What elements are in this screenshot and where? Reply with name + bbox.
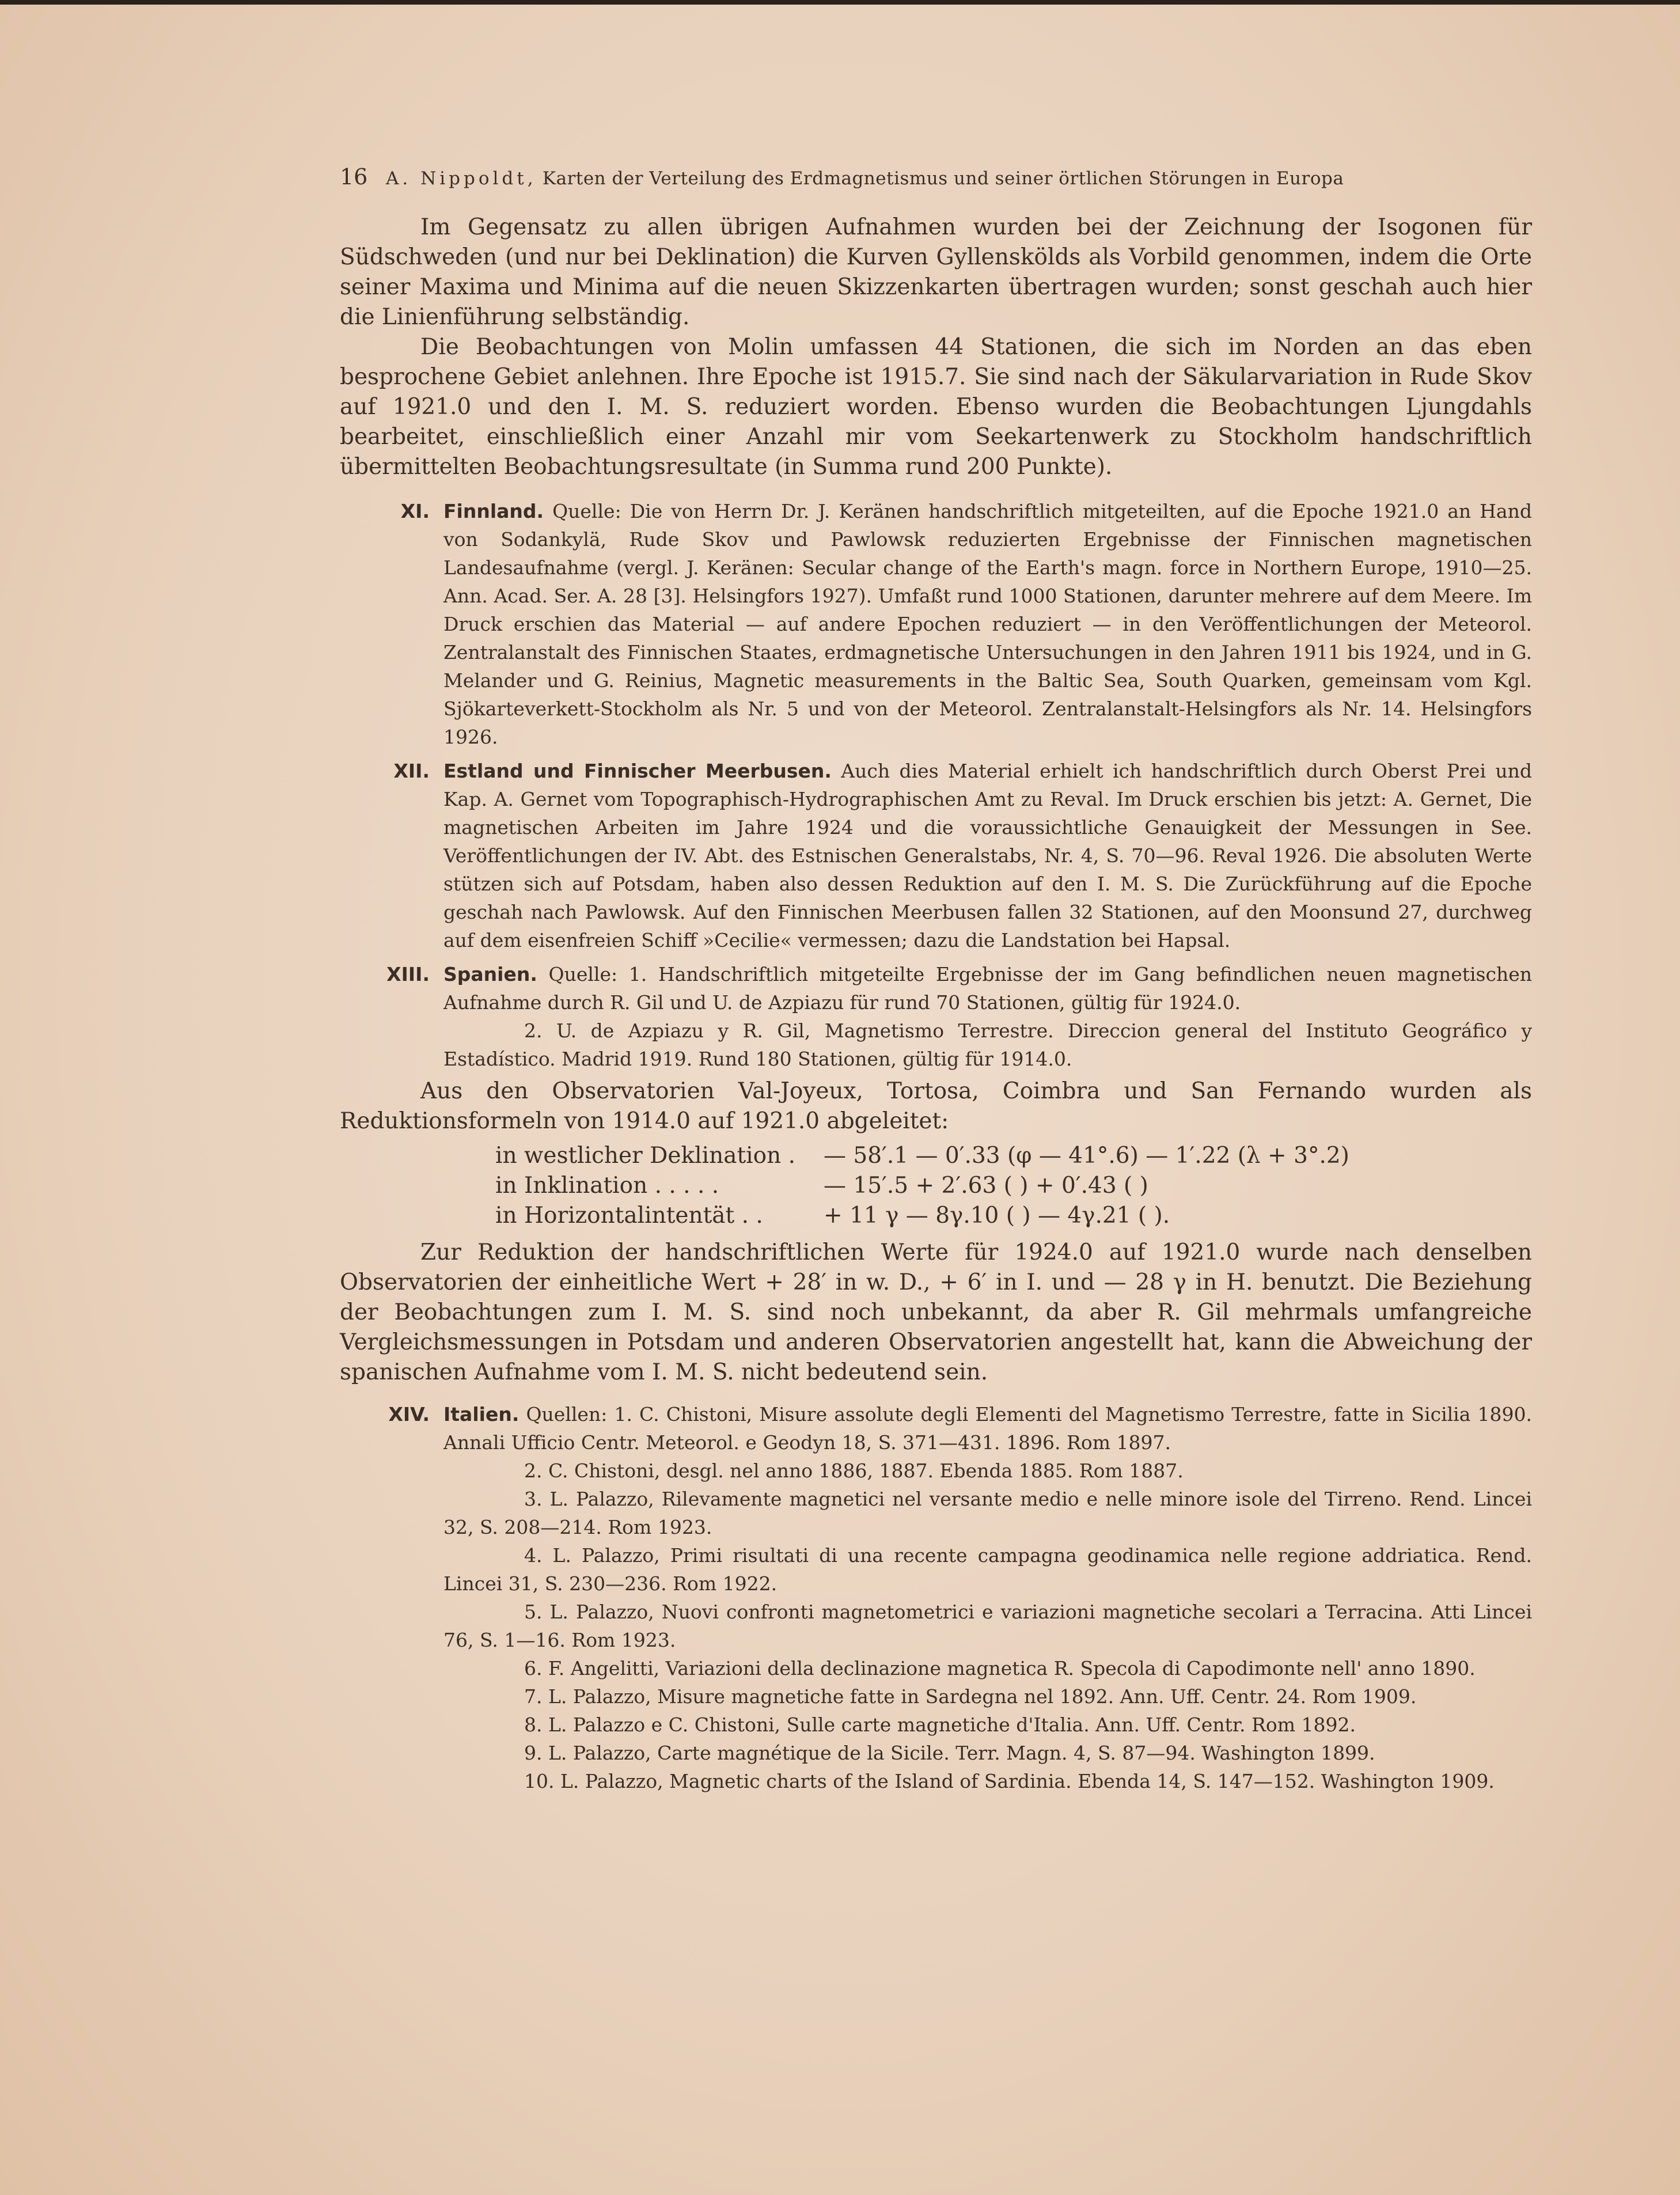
- header-author: A. Nippoldt,: [386, 168, 537, 189]
- section-text: Quelle: Die von Herrn Dr. J. Keränen handschriftlich mitgeteilten, auf die Epoche 1921.0 an Hand von Sodankylä, Rude Skov und Pawlowsk reduzierten Ergebnisse der Finnischen magnetischen Landesaufnahme (vergl. J. Keränen: Secular change of the Earth's magn. force in Northern Europe, 1910—25. Ann. Acad. Ser. A. 28 [3]. Helsingfors 1927). Umfaßt rund 1000 Stationen, darunter mehrere auf dem Meere. Im Druck erschien das Material — auf andere Epochen reduziert — in den Veröffentlichungen der Meteorol. Zentralanstalt des Finnischen Staates, erdmagnetische Untersuchungen in den Jahren 1911 bis 1924, und in G. Melander und G. Reinius, Magnetic measurements in the Baltic Sea, South Quarken, gemeinsam vom Kgl. Sjökarteverkett-Stockholm als Nr. 5 und von der Meteorol. Zentralanstalt-Helsingfors als Nr. 14. Helsingfors 1926.: [443, 500, 1532, 748]
- formula-value: + 11 γ — 8γ.10 ( ) — 4γ.21 ( ).: [824, 1203, 1170, 1229]
- formula-label: in Horizontalintentät . .: [495, 1203, 763, 1229]
- source-2: 2. U. de Azpiazu y R. Gil, Magnetismo Terrestre. Direccion general del Instituto Geográfico y Estadístico. Madrid 1919. Rund 180 Stationen, gültig für 1914.0.: [443, 1019, 1532, 1070]
- formula-value: — 15′.5 + 2′.63 ( ) + 0′.43 ( ): [824, 1173, 1148, 1199]
- page-content: [340, 164, 1532, 1795]
- intro-paragraph: Die Beobachtungen von Molin umfassen 44 Stationen, die sich im Norden an das eben besprochene Gebiet anlehnen. Ihre Epoche ist 1915.7. Sie sind nach der Säkularvariation in Rude Skov auf 1921.0 und den I. M. S. reduziert worden. Ebenso wurden die Beobachtungen Ljungdahls bearbeitet, einschließlich einer Anzahl mir vom Seekartenwerk zu Stockholm handschriftlich übermittelten Beobachtungsresultate (in Summa rund 200 Punkte).: [340, 334, 1532, 480]
- source-1: Quelle: 1. Handschriftlich mitgeteilte Ergebnisse der im Gang befindlichen neuen magnetischen Aufnahme durch R. Gil und U. de Azpiazu für rund 70 Stationen, gültig für 1924.0.: [443, 963, 1532, 1014]
- formula-label: in Inklination . . . . .: [495, 1173, 719, 1199]
- section-number: XIII.: [386, 963, 430, 985]
- reference-item: 8. L. Palazzo e C. Chistoni, Sulle carte magnetiche d'Italia. Ann. Uff. Centr. Rom 1892.: [524, 1713, 1356, 1736]
- section-estland: [340, 757, 1532, 954]
- scan-top-edge: [0, 0, 1680, 5]
- section-title: Italien.: [443, 1403, 519, 1426]
- section-italien: [340, 1400, 1532, 1795]
- section-number: XIV.: [388, 1403, 430, 1426]
- intro-paragraph: Im Gegensatz zu allen übrigen Aufnahmen wurden bei der Zeichnung der Isogonen für Südschweden (und nur bei Deklination) die Kurven Gyllenskölds als Vorbild genommen, indem die Orte seiner Maxima und Minima auf die neuen Skizzenkarten übertragen wurden; sonst geschah auch hier die Linienführung selbständig.: [340, 214, 1532, 330]
- section-finnland: [340, 497, 1532, 751]
- reference-item: 2. C. Chistoni, desgl. nel anno 1886, 1887. Ebenda 1885. Rom 1887.: [524, 1459, 1184, 1482]
- observatories-paragraph: Aus den Observatorien Val-Joyeux, Tortosa, Coimbra und San Fernando wurden als Reduktionsformeln von 1914.0 auf 1921.0 abgeleitet:: [340, 1078, 1532, 1134]
- reference-item: 9. L. Palazzo, Carte magnétique de la Sicile. Terr. Magn. 4, S. 87—94. Washington 1899.: [524, 1742, 1375, 1764]
- formula-value: — 58′.1 — 0′.33 (φ — 41°.6) — 1′.22 (λ + 3°.2): [824, 1143, 1349, 1169]
- formula-row: [495, 1141, 1532, 1171]
- section-number: XII.: [393, 760, 430, 782]
- section-body: [443, 757, 1532, 954]
- reference-item: 4. L. Palazzo, Primi risultati di una recente campagna geodinamica nelle regione addriatica. Rend. Lincei 31, S. 230—236. Rom 1922.: [443, 1544, 1532, 1595]
- formula-label: in westlicher Deklination .: [495, 1143, 795, 1169]
- page-number: 16: [340, 164, 368, 189]
- reference-item: 6. F. Angelitti, Variazioni della declinazione magnetica R. Specola di Capodimonte nell' anno 1890.: [524, 1657, 1476, 1680]
- formula-row: [495, 1201, 1532, 1231]
- section-title: Spanien.: [443, 963, 537, 985]
- section-body: [443, 497, 1532, 751]
- formula-row: [495, 1171, 1532, 1201]
- reference-item: Quellen: 1. C. Chistoni, Misure assolute degli Elementi del Magnetismo Terrestre, fatte in Sicilia 1890. Annali Ufficio Centr. Meteorol. e Geodyn 18, S. 371—431. 1896. Rom 1897.: [443, 1403, 1532, 1454]
- running-header: [340, 164, 1532, 189]
- running-title: [386, 168, 1532, 189]
- section-text: Auch dies Material erhielt ich handschriftlich durch Oberst Prei und Kap. A. Gernet vom Topographisch-Hydrographischen Amt zu Reval. Im Druck erschien bis jetzt: A. Gernet, Die magnetischen Arbeiten im Jahre 1924 und die voraussichtliche Genauigkeit der Messungen in See. Veröffentlichungen der IV. Abt. des Estnischen Generalstabs, Nr. 4, S. 70—96. Reval 1926. Die absoluten Werte stützen sich auf Potsdam, haben also dessen Reduktion auf den I. M. S. Die Zurückführung auf die Epoche geschah nach Pawlowsk. Auf den Finnischen Meerbusen fallen 32 Stationen, auf den Moonsund 27, durchweg auf dem eisenfreien Schiff »Cecilie« vermessen; dazu die Landstation bei Hapsal.: [443, 760, 1532, 951]
- reference-item: 10. L. Palazzo, Magnetic charts of the Island of Sardinia. Ebenda 14, S. 147—152. Washington 1909.: [524, 1770, 1495, 1792]
- header-title: Karten der Verteilung des Erdmagnetismus und seiner örtlichen Störungen in Europa: [542, 168, 1344, 189]
- reduction-formulas: [495, 1141, 1532, 1231]
- section-title: Finnland.: [443, 500, 544, 522]
- section-body: [443, 1400, 1532, 1795]
- section-body: [443, 960, 1532, 1073]
- section-spanien: [340, 960, 1532, 1073]
- section-title: Estland und Finnischer Meerbusen.: [443, 760, 832, 782]
- reference-item: 7. L. Palazzo, Misure magnetiche fatte in Sardegna nel 1892. Ann. Uff. Centr. 24. Rom 1909.: [524, 1685, 1417, 1708]
- reference-item: 5. L. Palazzo, Nuovi confronti magnetometrici e variazioni magnetiche secolari a Terracina. Atti Lincei 76, S. 1—16. Rom 1923.: [443, 1601, 1532, 1651]
- section-number: XI.: [400, 500, 430, 522]
- reduction-paragraph: Zur Reduktion der handschriftlichen Werte für 1924.0 auf 1921.0 wurde nach denselben Observatorien der einheitliche Wert + 28′ in w. D., + 6′ in I. und — 28 γ in H. benutzt. Die Beziehung der Beobachtungen zum I. M. S. sind noch unbekannt, da aber R. Gil mehrmals umfangreiche Vergleichsmessungen in Potsdam und anderen Observatorien angestellt hat, kann die Abweichung der spanischen Aufnahme vom I. M. S. nicht bedeutend sein.: [340, 1239, 1532, 1385]
- reference-item: 3. L. Palazzo, Rilevamente magnetici nel versante medio e nelle minore isole del Tirreno. Rend. Lincei 32, S. 208—214. Rom 1923.: [443, 1488, 1532, 1538]
